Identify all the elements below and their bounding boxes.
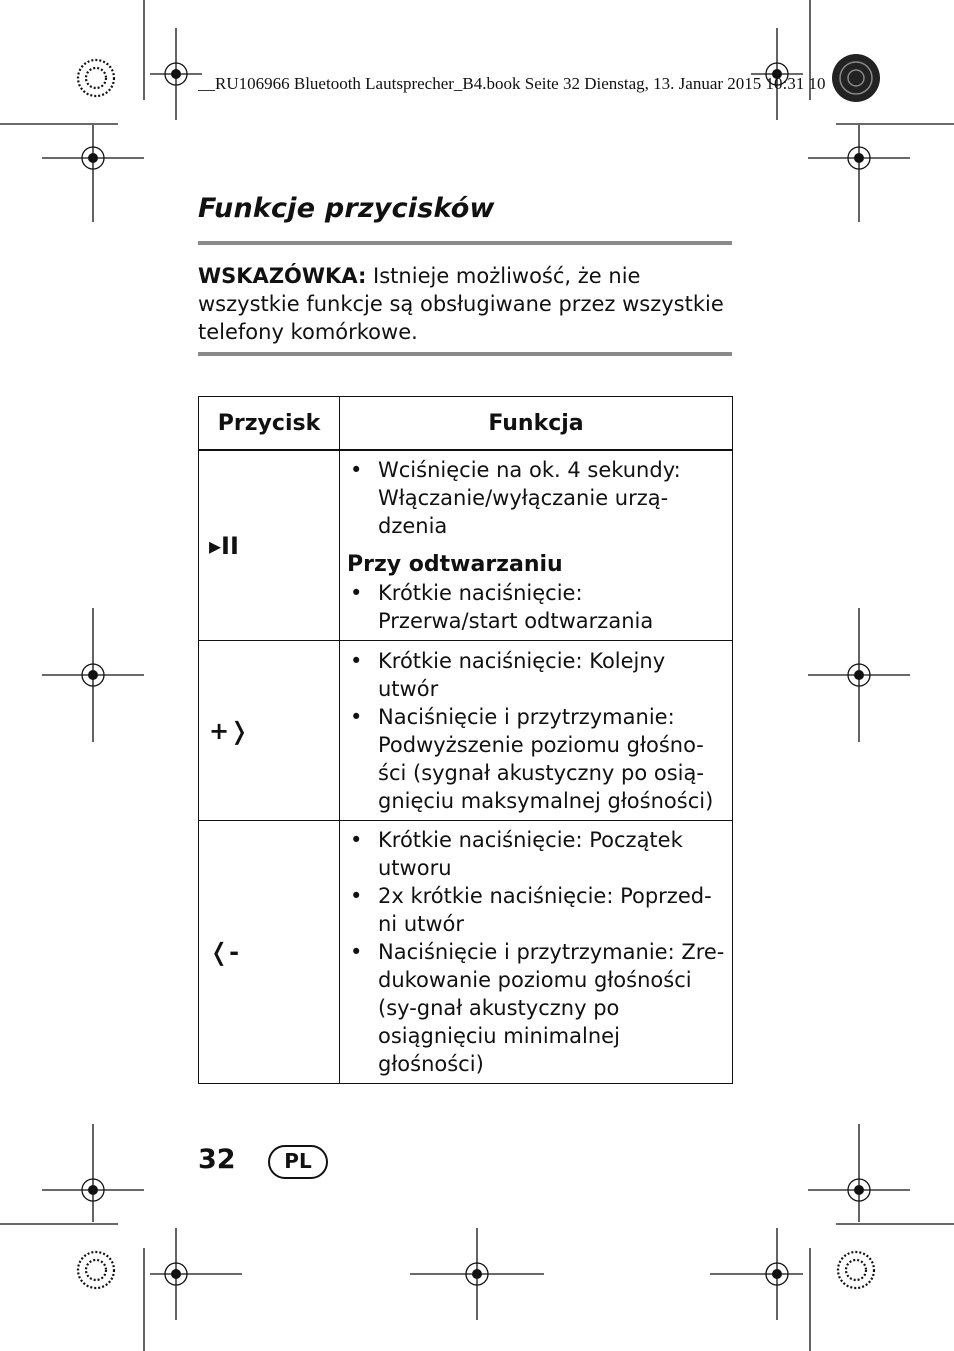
table-row [199,821,733,1084]
table-row [199,641,733,821]
running-header: __RU106966 Bluetooth Lautsprecher_B4.book Seite 32 Dienstag, 13. Januar 2015 10:31 10 [198,74,826,93]
playback-subheading: Przy odtwarzaniu [347,552,563,577]
list-item: • Wciśnięcie na ok. 4 sekundy: Włączanie/wyłączanie urzą-dzenia [347,456,726,540]
volume-up-next-icon: +❭ [199,641,340,821]
list-item: • Naciśnięcie i przytrzymanie: Podwyższenie poziomu głośno-ści (sygnał akustyczny po osią-gnięciu maksymalnej głośności) [347,703,726,815]
bottom-divider [198,352,732,356]
header-button: Przycisk [199,397,340,451]
note-label: WSKAZÓWKA: [198,264,367,288]
list-item: • Naciśnięcie i przytrzymanie: Zre-dukowanie poziomu głośności (sy-gnał akustyczny po osiągnięciu minimalnej głośności) [347,938,726,1078]
table-header-row [199,397,733,451]
list-item: • Krótkie naciśnięcie: Początek utworu [347,826,726,882]
table-row [199,450,733,641]
list-item: • Krótkie naciśnięcie: Przerwa/start odtwarzania [347,579,726,635]
function-cell [340,450,733,641]
play-pause-icon: ▸II [199,450,340,641]
list-item: • 2x krótkie naciśnięcie: Poprzed-ni utwór [347,882,726,938]
language-badge: PL [268,1145,328,1179]
page-number: 32 [198,1144,236,1175]
function-cell [340,821,733,1084]
header-function: Funkcja [340,397,733,451]
previous-volume-down-icon: ❬- [199,821,340,1084]
button-functions-table [198,396,733,1084]
top-divider [198,241,732,245]
list-item: • Krótkie naciśnięcie: Kolejny utwór [347,647,726,703]
function-cell [340,641,733,821]
section-title: Funkcje przycisków [198,193,495,224]
note-text: Istnieje możliwość, że nie wszystkie funkcje są obsługiwane przez wszystkie telefony komórkowe. [198,264,724,344]
note-block [198,262,738,346]
